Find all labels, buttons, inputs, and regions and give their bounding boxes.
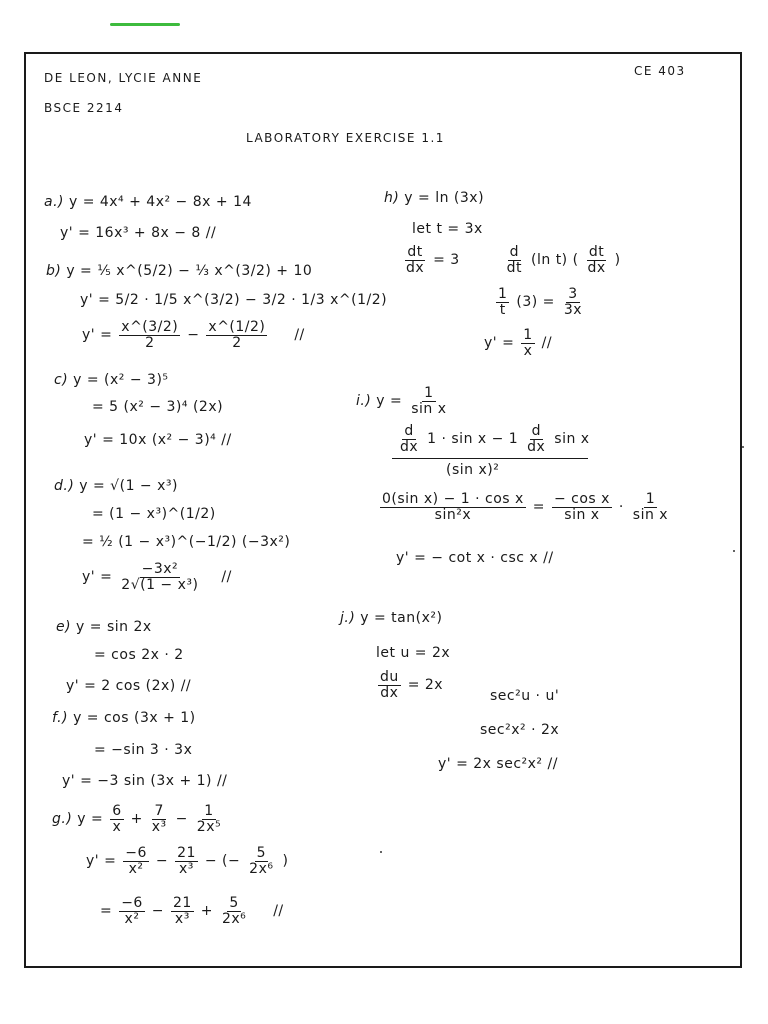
section-code: BSCE 2214 bbox=[44, 101, 124, 115]
problem-b-line3: y' = $\frac{x\^{}(3/2)}{2}$ − $\frac{x\^{}(1/2)}{2}$ // bbox=[82, 319, 305, 351]
problem-i-result: y' = − cot x · csc x // bbox=[396, 550, 554, 566]
problem-h-label: h) bbox=[384, 190, 400, 206]
problem-f-line2: = −sin 3 · 3x bbox=[94, 742, 193, 758]
stray-mark bbox=[380, 851, 382, 853]
page-title: LABORATORY EXERCISE 1.1 bbox=[246, 131, 445, 145]
problem-c-line1: c) y = (x² − 3)⁵ bbox=[54, 372, 169, 388]
problem-d-label: d.) bbox=[54, 478, 75, 494]
problem-g-line2: y' = $\frac{-6}{\text{x²}}$ − $\frac{21}{\text{x³}}$ − (− $\frac{5}{\text{2x⁶}}$ ) bbox=[86, 845, 289, 877]
problem-j-step1: sec²u · u' bbox=[490, 688, 560, 704]
stray-mark bbox=[733, 550, 735, 552]
problem-i-denominator: (sin x)² bbox=[446, 462, 500, 478]
problem-e-line2: = cos 2x · 2 bbox=[94, 647, 184, 663]
problem-a-line2: y' = 16x³ + 8x − 8 // bbox=[60, 225, 217, 241]
problem-i-step2: $\frac{\text{0(sin x) − 1 · cos x}}{\text{sin²x}}$ = $\frac{\text{− cos x}}{\text{sin x}}$ · $\frac{1}{\text{sin x}}$ bbox=[382, 491, 669, 523]
problem-c-label: c) bbox=[54, 372, 69, 388]
student-name: DE LEON, LYCIE ANNE bbox=[44, 71, 203, 85]
problem-i-numerator: $\frac{d}{dx}$ 1 · sin x − 1 $\frac{d}{dx}$ sin x bbox=[400, 423, 590, 455]
problem-i-fraction-bar bbox=[392, 458, 588, 459]
problem-f-line3: y' = −3 sin (3x + 1) // bbox=[62, 773, 228, 789]
problem-c-line2: = 5 (x² − 3)⁴ (2x) bbox=[92, 399, 224, 415]
problem-j-line2: let u = 2x bbox=[376, 645, 451, 661]
problem-g-label: g.) bbox=[52, 811, 73, 828]
problem-d-line1: d.) y = √(1 − x³) bbox=[54, 478, 178, 494]
problem-c-line3: y' = 10x (x² − 3)⁴ // bbox=[84, 432, 232, 448]
problem-j-line3: $\frac{du}{dx}$ = 2x bbox=[380, 669, 444, 701]
problem-i-label: i.) bbox=[356, 393, 372, 410]
stray-mark bbox=[742, 446, 744, 448]
problem-e-line3: y' = 2 cos (2x) // bbox=[66, 678, 192, 694]
problem-d-line4: y' = $\frac{\text{−3x²}}{\text{2√(1 − x³)}}$ // bbox=[82, 561, 232, 593]
problem-h-line4: $\frac{1}{t}$ (3) = $\frac{3}{3x}$ bbox=[498, 286, 583, 318]
problem-b-line2: y' = 5/2 · 1/5 x^(3/2) − 3/2 · 1/3 x^(1/2) bbox=[80, 292, 388, 308]
problem-g-line1: g.) y = $\frac{6}{x}$ + $\frac{7}{\text{x³}}$ − $\frac{1}{\text{2x⁵}}$ bbox=[52, 803, 222, 835]
problem-e-line1: e) y = sin 2x bbox=[56, 619, 152, 635]
problem-h-result: y' = $\frac{1}{x}$ // bbox=[484, 327, 553, 359]
problem-j-result: y' = 2x sec²x² // bbox=[438, 756, 558, 772]
green-highlight-mark bbox=[110, 23, 180, 26]
problem-j-line1: j.) y = tan(x²) bbox=[340, 610, 443, 626]
problem-d-line2: = (1 − x³)^(1/2) bbox=[92, 506, 216, 522]
course-code: CE 403 bbox=[634, 64, 686, 78]
problem-i-line1: i.) y = $\frac{1}{\text{sin x}}$ bbox=[356, 385, 447, 417]
problem-j-step2: sec²x² · 2x bbox=[480, 722, 560, 738]
problem-h-line2: let t = 3x bbox=[412, 221, 483, 237]
problem-g-line3: = $\frac{-6}{\text{x²}}$ − $\frac{21}{\text{x³}}$ + $\frac{5}{\text{2x⁶}}$ // bbox=[100, 895, 284, 927]
problem-d-line3: = ½ (1 − x³)^(−1/2) (−3x²) bbox=[82, 534, 291, 550]
problem-f-line1: f.) y = cos (3x + 1) bbox=[52, 710, 196, 726]
problem-a-line1: a.) y = 4x⁴ + 4x² − 8x + 14 bbox=[44, 194, 252, 210]
problem-h-line3: $\frac{dt}{dx}$ = 3 $\frac{d}{dt}$ (ln t) ( $\frac{dt}{dx}$ ) bbox=[406, 244, 621, 276]
problem-f-label: f.) bbox=[52, 710, 69, 726]
problem-e-label: e) bbox=[56, 619, 72, 635]
problem-a-label: a.) bbox=[44, 194, 64, 210]
problem-b-label: b) bbox=[46, 263, 62, 279]
problem-b-line1: b) y = ⅕ x^(5/2) − ⅓ x^(3/2) + 10 bbox=[46, 263, 313, 279]
problem-j-label: j.) bbox=[340, 610, 356, 626]
problem-h-line1: h) y = ln (3x) bbox=[384, 190, 485, 206]
